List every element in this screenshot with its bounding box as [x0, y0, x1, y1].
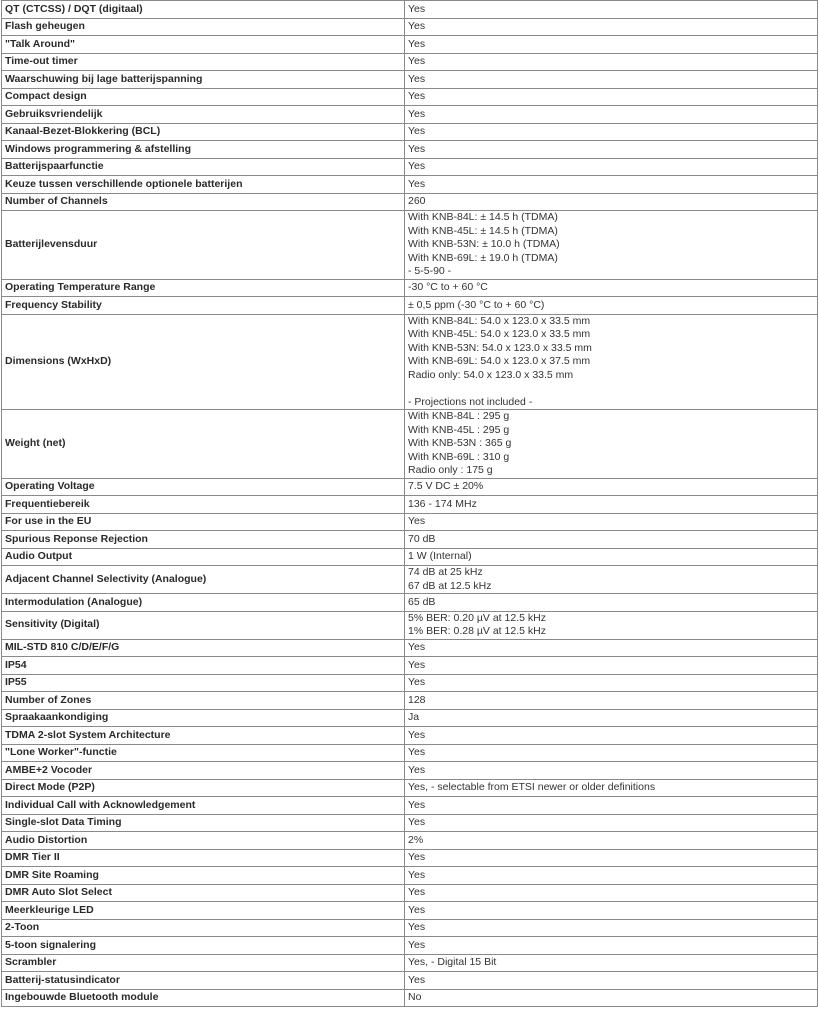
spec-value-line: Yes	[408, 973, 426, 986]
spec-label: Gebruiksvriendelijk	[2, 106, 405, 124]
spec-value-line: Yes	[408, 851, 426, 863]
spec-row	[2, 123, 818, 141]
spec-value	[405, 937, 818, 955]
spec-value-line: Yes	[408, 728, 426, 741]
spec-label: Batterijlevensduur	[2, 211, 405, 280]
spec-value	[405, 919, 818, 937]
spec-row	[2, 1, 818, 19]
spec-value	[405, 297, 818, 315]
spec-label: "Lone Worker"-functie	[2, 744, 405, 762]
spec-row	[2, 478, 818, 496]
spec-row	[2, 71, 818, 89]
spec-value	[405, 566, 818, 594]
spec-value	[405, 762, 818, 780]
spec-value	[405, 53, 818, 71]
spec-value-line: Yes, - Digital 15 Bit	[408, 956, 497, 968]
spec-label: Meerkleurige LED	[2, 902, 405, 920]
spec-row	[2, 972, 818, 990]
spec-row	[2, 513, 818, 531]
spec-value-line	[408, 382, 814, 396]
spec-value-line: 67 dB at 12.5 kHz	[408, 579, 492, 592]
spec-value	[405, 193, 818, 211]
spec-value-line: 65 dB	[408, 595, 436, 608]
spec-value-line: With KNB-45L : 295 g	[408, 423, 510, 436]
spec-value	[405, 88, 818, 106]
spec-value-line: - 5-5-90 -	[408, 265, 452, 277]
spec-value-line: With KNB-69L: 54.0 x 123.0 x 37.5 mm	[408, 355, 591, 367]
spec-label: QT (CTCSS) / DQT (digitaal)	[2, 1, 405, 19]
spec-value-line: With KNB-45L: ± 14.5 h (TDMA)	[408, 224, 558, 237]
spec-value-line: ± 0,5 ppm (-30 °C to + 60 °C)	[408, 298, 545, 311]
spec-row	[2, 611, 818, 639]
spec-value-line: Yes	[408, 868, 426, 881]
spec-value-line: 128	[408, 693, 426, 706]
spec-label: MIL-STD 810 C/D/E/F/G	[2, 639, 405, 657]
spec-row	[2, 106, 818, 124]
spec-value-line: Yes	[408, 641, 426, 653]
spec-value-line: 70 dB	[408, 532, 436, 545]
spec-value-line: Yes	[408, 886, 426, 898]
spec-row	[2, 594, 818, 612]
spec-label: Kanaal-Bezet-Blokkering (BCL)	[2, 123, 405, 141]
spec-row	[2, 884, 818, 902]
spec-value-line: Ja	[408, 711, 420, 723]
spec-label: Frequentiebereik	[2, 496, 405, 514]
spec-label: DMR Auto Slot Select	[2, 884, 405, 902]
spec-value	[405, 211, 818, 280]
spec-label: Sensitivity (Digital)	[2, 611, 405, 639]
spec-row	[2, 657, 818, 675]
spec-row	[2, 832, 818, 850]
spec-label: Single-slot Data Timing	[2, 814, 405, 832]
spec-value-line: Yes	[408, 938, 426, 951]
spec-value	[405, 797, 818, 815]
spec-value-line: With KNB-69L : 310 g	[408, 450, 510, 463]
spec-value	[405, 123, 818, 141]
specifications-table-body	[2, 1, 818, 1007]
spec-row	[2, 639, 818, 657]
spec-value	[405, 954, 818, 972]
spec-value-line: Yes	[408, 72, 426, 85]
spec-row	[2, 18, 818, 36]
spec-value-line: 1 W (Internal)	[408, 550, 472, 562]
spec-value	[405, 814, 818, 832]
spec-label: Batterij-statusindicator	[2, 972, 405, 990]
spec-value-line: Yes	[408, 2, 426, 15]
spec-label: Adjacent Channel Selectivity (Analogue)	[2, 566, 405, 594]
spec-label: Operating Voltage	[2, 478, 405, 496]
spec-value-line: With KNB-53N : 365 g	[408, 437, 512, 449]
spec-row	[2, 36, 818, 54]
spec-value-line: 5% BER: 0.20 µV at 12.5 kHz	[408, 611, 546, 624]
spec-value-line: Yes	[408, 107, 426, 120]
spec-value	[405, 849, 818, 867]
spec-value-line: Yes	[408, 903, 426, 916]
spec-value-line: Yes, - selectable from ETSI newer or older definitions	[408, 781, 656, 793]
spec-value-line: Yes	[408, 676, 426, 688]
spec-row	[2, 314, 818, 410]
spec-value	[405, 692, 818, 710]
spec-row	[2, 867, 818, 885]
spec-row	[2, 548, 818, 566]
specifications-table	[1, 0, 818, 1007]
spec-value-line: Yes	[408, 816, 426, 828]
spec-label: Time-out timer	[2, 53, 405, 71]
spec-label: AMBE+2 Vocoder	[2, 762, 405, 780]
spec-value-line: Yes	[408, 746, 426, 758]
spec-value-line: 260	[408, 195, 426, 207]
spec-value-line: 2%	[408, 833, 424, 846]
spec-value	[405, 478, 818, 496]
spec-row	[2, 814, 818, 832]
spec-row	[2, 410, 818, 479]
spec-label: Audio Output	[2, 548, 405, 566]
spec-value	[405, 639, 818, 657]
spec-row	[2, 158, 818, 176]
spec-value	[405, 972, 818, 990]
spec-value	[405, 674, 818, 692]
spec-value-line: Yes	[408, 160, 426, 172]
spec-row	[2, 762, 818, 780]
spec-value	[405, 176, 818, 194]
spec-label: Direct Mode (P2P)	[2, 779, 405, 797]
spec-label: 5-toon signalering	[2, 937, 405, 955]
spec-row	[2, 937, 818, 955]
spec-row	[2, 141, 818, 159]
spec-row	[2, 297, 818, 315]
spec-value-line: With KNB-84L: 54.0 x 123.0 x 33.5 mm	[408, 314, 591, 327]
spec-label: Flash geheugen	[2, 18, 405, 36]
spec-label: Intermodulation (Analogue)	[2, 594, 405, 612]
spec-label: Number of Zones	[2, 692, 405, 710]
spec-row	[2, 989, 818, 1007]
spec-value-line: 136 - 174 MHz	[408, 497, 477, 510]
spec-label: Spurious Reponse Rejection	[2, 531, 405, 549]
spec-value	[405, 18, 818, 36]
spec-value	[405, 744, 818, 762]
spec-value-line: Yes	[408, 798, 426, 811]
spec-value-line: With KNB-69L: ± 19.0 h (TDMA)	[408, 251, 558, 264]
spec-value-line: 7.5 V DC ± 20%	[408, 480, 484, 492]
spec-value	[405, 867, 818, 885]
spec-row	[2, 176, 818, 194]
spec-row	[2, 797, 818, 815]
spec-row	[2, 88, 818, 106]
spec-value-line: Radio only: 54.0 x 123.0 x 33.5 mm	[408, 368, 574, 381]
spec-value	[405, 141, 818, 159]
spec-row	[2, 193, 818, 211]
spec-row	[2, 531, 818, 549]
spec-label: 2-Toon	[2, 919, 405, 937]
spec-row	[2, 849, 818, 867]
spec-row	[2, 744, 818, 762]
spec-label: Number of Channels	[2, 193, 405, 211]
spec-label: "Talk Around"	[2, 36, 405, 54]
spec-row	[2, 566, 818, 594]
spec-value	[405, 709, 818, 727]
spec-value-line: 1% BER: 0.28 µV at 12.5 kHz	[408, 625, 546, 637]
spec-row	[2, 211, 818, 280]
spec-value	[405, 1, 818, 19]
spec-label: IP54	[2, 657, 405, 675]
spec-value-line: Yes	[408, 177, 426, 190]
spec-value	[405, 548, 818, 566]
spec-value-line: Yes	[408, 125, 426, 137]
spec-value-line: Yes	[408, 142, 426, 155]
spec-value-line: With KNB-84L : 295 g	[408, 410, 510, 422]
spec-value	[405, 496, 818, 514]
spec-value	[405, 657, 818, 675]
spec-label: For use in the EU	[2, 513, 405, 531]
spec-value-line: No	[408, 991, 422, 1003]
spec-value-line: Radio only : 175 g	[408, 464, 493, 476]
spec-value	[405, 410, 818, 479]
spec-row	[2, 279, 818, 297]
spec-value	[405, 779, 818, 797]
spec-value	[405, 71, 818, 89]
spec-row	[2, 692, 818, 710]
spec-label: Windows programmering & afstelling	[2, 141, 405, 159]
spec-value-line: -30 °C to + 60 °C	[408, 281, 488, 293]
spec-label: Frequency Stability	[2, 297, 405, 315]
spec-value	[405, 106, 818, 124]
spec-value-line: 74 dB at 25 kHz	[408, 566, 483, 578]
spec-row	[2, 674, 818, 692]
spec-value-line: With KNB-84L: ± 14.5 h (TDMA)	[408, 211, 558, 223]
spec-value-line: Yes	[408, 658, 426, 671]
spec-label: Keuze tussen verschillende optionele batterijen	[2, 176, 405, 194]
spec-label: Individual Call with Acknowledgement	[2, 797, 405, 815]
spec-label: TDMA 2-slot System Architecture	[2, 727, 405, 745]
spec-value-line: Yes	[408, 763, 426, 776]
spec-label: Operating Temperature Range	[2, 279, 405, 297]
spec-row	[2, 779, 818, 797]
spec-label: Ingebouwde Bluetooth module	[2, 989, 405, 1007]
spec-label: Waarschuwing bij lage batterijspanning	[2, 71, 405, 89]
spec-value	[405, 989, 818, 1007]
spec-value-line: - Projections not included -	[408, 395, 533, 408]
spec-row	[2, 727, 818, 745]
spec-row	[2, 709, 818, 727]
spec-value-line: Yes	[408, 90, 426, 102]
spec-label: Batterijspaarfunctie	[2, 158, 405, 176]
spec-value	[405, 531, 818, 549]
spec-value	[405, 727, 818, 745]
spec-value-line: With KNB-53N: 54.0 x 123.0 x 33.5 mm	[408, 341, 592, 354]
spec-row	[2, 902, 818, 920]
spec-label: Weight (net)	[2, 410, 405, 479]
spec-label: DMR Tier II	[2, 849, 405, 867]
spec-label: DMR Site Roaming	[2, 867, 405, 885]
spec-row	[2, 496, 818, 514]
spec-row	[2, 53, 818, 71]
spec-label: Audio Distortion	[2, 832, 405, 850]
spec-row	[2, 954, 818, 972]
spec-row	[2, 919, 818, 937]
spec-value	[405, 902, 818, 920]
spec-value-line: Yes	[408, 55, 426, 67]
spec-value	[405, 314, 818, 410]
spec-value	[405, 158, 818, 176]
spec-value-line: Yes	[408, 37, 426, 50]
spec-label: Scrambler	[2, 954, 405, 972]
spec-value	[405, 513, 818, 531]
spec-label: Dimensions (WxHxD)	[2, 314, 405, 410]
spec-value-line: Yes	[408, 921, 426, 933]
spec-value-line: Yes	[408, 515, 426, 527]
spec-value	[405, 594, 818, 612]
spec-label: Spraakaankondiging	[2, 709, 405, 727]
spec-value-line: With KNB-53N: ± 10.0 h (TDMA)	[408, 238, 560, 250]
spec-label: Compact design	[2, 88, 405, 106]
spec-value	[405, 279, 818, 297]
spec-value	[405, 611, 818, 639]
spec-value	[405, 832, 818, 850]
spec-value-line: With KNB-45L: 54.0 x 123.0 x 33.5 mm	[408, 328, 591, 340]
spec-value	[405, 884, 818, 902]
spec-value-line: Yes	[408, 20, 426, 32]
spec-value	[405, 36, 818, 54]
spec-label: IP55	[2, 674, 405, 692]
